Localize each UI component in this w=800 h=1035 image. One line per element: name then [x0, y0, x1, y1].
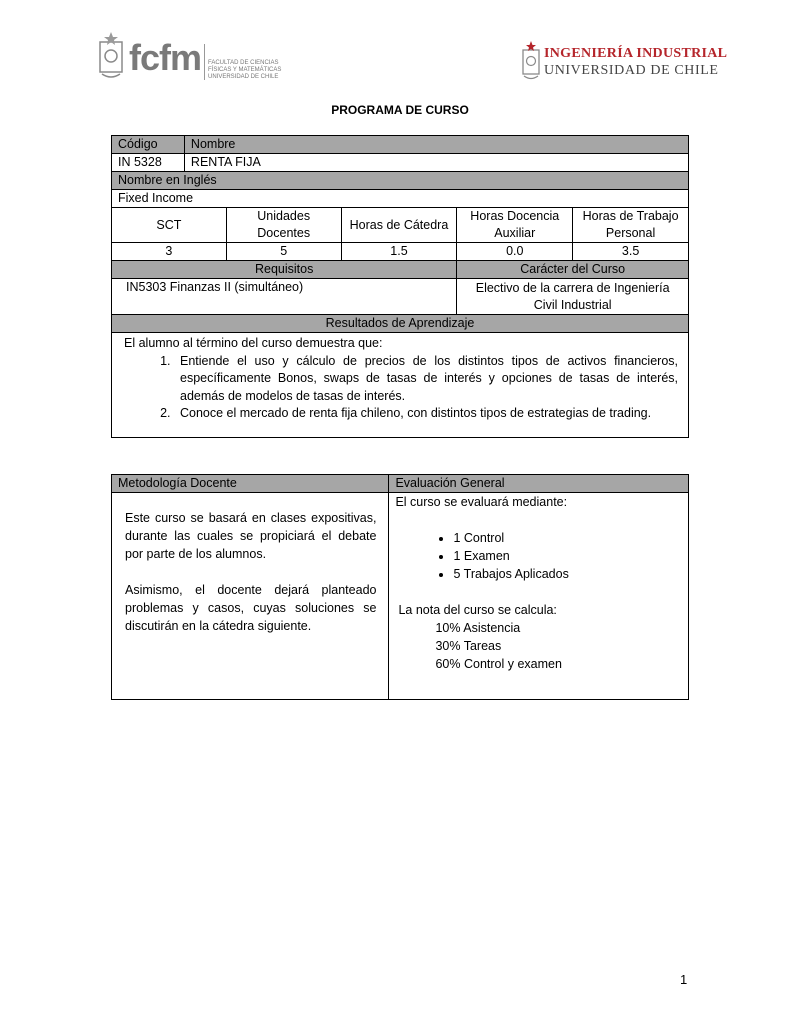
caracter-label: Carácter del Curso — [457, 261, 689, 279]
list-item: • 1 Examen — [453, 547, 682, 565]
resultados-content — [112, 333, 689, 438]
evaluacion-content — [389, 493, 689, 700]
fcfm-logo — [96, 30, 296, 90]
caracter-value: Electivo de la carrera de Ingeniería Civil Industrial — [457, 279, 689, 315]
nombre-label: Nombre — [184, 136, 688, 154]
list-item: • 5 Trabajos Aplicados — [453, 565, 682, 583]
horas-catedra-value: 1.5 — [341, 243, 457, 261]
calc-item: 30% Tareas — [435, 639, 502, 653]
page-title: PROGRAMA DE CURSO — [331, 103, 469, 117]
horas-catedra-header: Horas de Cátedra — [341, 208, 457, 243]
codigo-label: Código — [112, 136, 185, 154]
requisitos-value: IN5303 Finanzas II (simultáneo) — [112, 279, 457, 315]
eval-list — [395, 529, 682, 583]
resultados-label: Resultados de Aprendizaje — [112, 315, 689, 333]
ingenieria-industrial-logo — [520, 40, 728, 84]
unidades-value: 5 — [226, 243, 341, 261]
eval-intro: El curso se evaluará mediante: — [395, 495, 568, 509]
list-item: 2. Conoce el mercado de renta fija chileno, con distintos tipos de estrategias de trading. — [174, 405, 678, 423]
dept-name: INGENIERÍA INDUSTRIAL — [544, 46, 728, 61]
university-seal-icon — [96, 30, 126, 82]
fcfm-logo-text: fcfm — [129, 37, 202, 78]
metodologia-paragraph: Asimismo, el docente dejará planteado problemas y casos, cuyas soluciones se discutirán en la cátedra siguiente. — [125, 583, 377, 633]
evaluacion-label: Evaluación General — [389, 475, 689, 493]
sct-value: 3 — [112, 243, 227, 261]
horas-docencia-header: Horas Docencia Auxiliar — [457, 208, 573, 243]
list-item: • 1 Control — [453, 529, 682, 547]
calc-item: 60% Control y examen — [435, 657, 562, 671]
university-seal-icon — [520, 40, 542, 82]
horas-trabajo-header: Horas de Trabajo Personal — [573, 208, 689, 243]
list-item: 1. Entiende el uso y cálculo de precios de los distintos tipos de activos financieros, específicamente Bonos, swaps de tasas de interés y opciones de tasas de interés, además de modelos de tasas de interés. — [174, 353, 678, 406]
fcfm-subtitle: FACULTAD DE CIENCIAS FÍSICAS Y MATEMÁTICAS UNIVERSIDAD DE CHILE — [208, 60, 282, 80]
methodology-table — [111, 474, 689, 700]
unidades-header: Unidades Docentes — [226, 208, 341, 243]
horas-docencia-value: 0.0 — [457, 243, 573, 261]
page-number: 1 — [680, 972, 688, 987]
horas-trabajo-value: 3.5 — [573, 243, 689, 261]
resultados-intro: El alumno al término del curso demuestra que: — [124, 336, 383, 350]
course-name: RENTA FIJA — [184, 154, 688, 172]
logo-separator — [204, 44, 205, 80]
metodologia-paragraph: Este curso se basará en clases expositivas, durante las cuales se propiciará el debate por parte de los alumnos. — [125, 511, 377, 561]
calc-title: La nota del curso se calcula: — [398, 603, 557, 617]
calc-item: 10% Asistencia — [435, 621, 521, 635]
metodologia-label: Metodología Docente — [112, 475, 389, 493]
university-name: UNIVERSIDAD DE CHILE — [544, 63, 719, 78]
course-code: IN 5328 — [112, 154, 185, 172]
metodologia-content — [112, 493, 389, 700]
sct-header: SCT — [112, 208, 227, 243]
english-name: Fixed Income — [112, 190, 689, 208]
resultados-list — [124, 353, 678, 423]
requisitos-label: Requisitos — [112, 261, 457, 279]
english-name-label: Nombre en Inglés — [112, 172, 689, 190]
course-info-table — [111, 135, 689, 438]
